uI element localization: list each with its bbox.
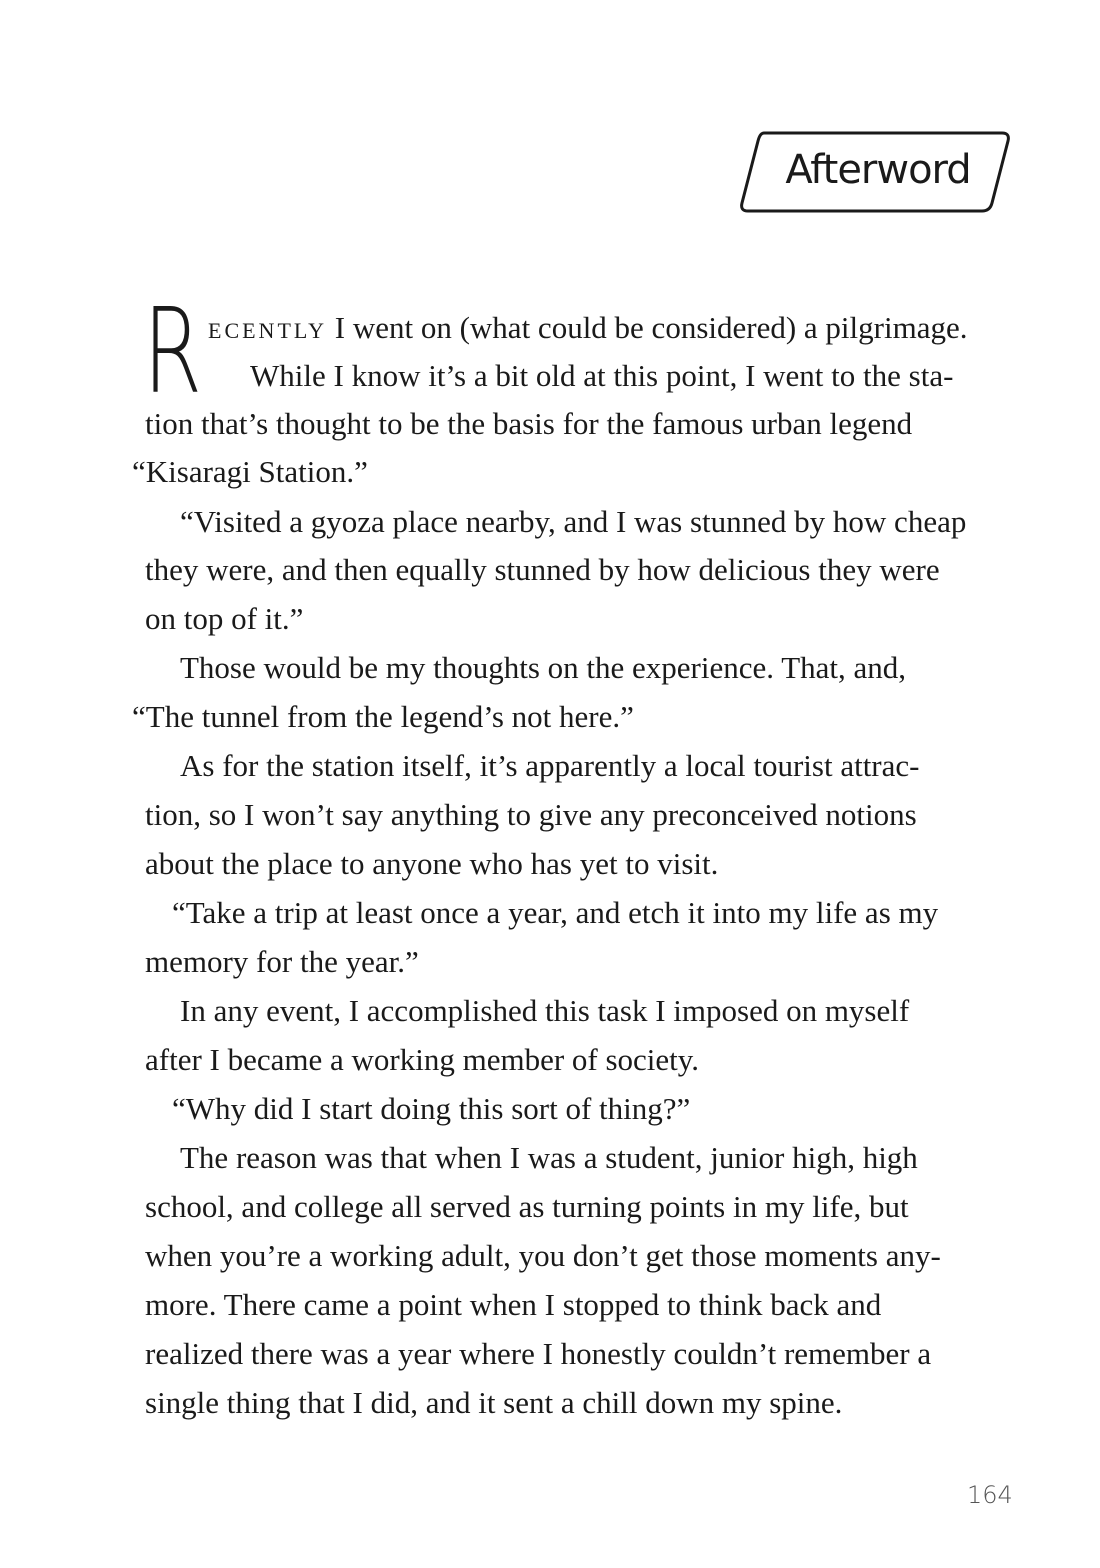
text-line-21: more. There came a point when I stopped to think back and	[145, 1287, 882, 1322]
text-line-2: While I know it’s a bit old at this point, I went to the sta-	[250, 358, 954, 393]
text-line-20: when you’re a working adult, you don’t get those moments any-	[145, 1238, 941, 1273]
text-line-14: memory for the year.”	[145, 944, 419, 979]
text-line-3: tion that’s thought to be the basis for the famous urban legend	[145, 406, 913, 441]
text-line-13: “Take a trip at least once a year, and etch it into my life as my	[172, 895, 939, 930]
text-line-6: they were, and then equally stunned by how delicious they were	[145, 552, 940, 587]
text-line-22: realized there was a year where I honestly couldn’t remember a	[145, 1336, 932, 1371]
text-line-5: “Visited a gyoza place nearby, and I was stunned by how cheap	[180, 504, 967, 539]
text-line-11: tion, so I won’t say anything to give any preconceived notions	[145, 797, 917, 832]
text-line-18: The reason was that when I was a student, junior high, high	[180, 1140, 918, 1175]
text-line-8: Those would be my thoughts on the experience. That, and,	[180, 650, 907, 685]
text-line-4: “Kisaragi Station.”	[132, 454, 368, 489]
text-line-9: “The tunnel from the legend’s not here.”	[132, 699, 634, 734]
text-line-19: school, and college all served as turning points in my life, but	[145, 1189, 909, 1224]
text-line-17: “Why did I start doing this sort of thing?”	[172, 1091, 691, 1126]
chapter-title-frame	[740, 130, 1012, 214]
text-line-10: As for the station itself, it’s apparently a local tourist attrac-	[180, 748, 920, 783]
page-number: 164	[967, 1481, 1013, 1509]
text-line-15: In any event, I accomplished this task I imposed on myself	[180, 993, 910, 1028]
text-line-1	[208, 308, 967, 348]
chapter-title: Afterword	[785, 147, 971, 193]
text-line-7: on top of it.”	[145, 601, 304, 636]
text-line-1-rest: I went on (what could be considered) a pilgrimage.	[327, 310, 968, 345]
text-line-12: about the place to anyone who has yet to visit.	[145, 846, 719, 881]
drop-cap: R	[143, 282, 203, 420]
first-word-smallcaps: ecently	[208, 310, 328, 345]
text-line-23: single thing that I did, and it sent a chill down my spine.	[145, 1385, 843, 1420]
text-line-16: after I became a working member of society.	[145, 1042, 700, 1077]
